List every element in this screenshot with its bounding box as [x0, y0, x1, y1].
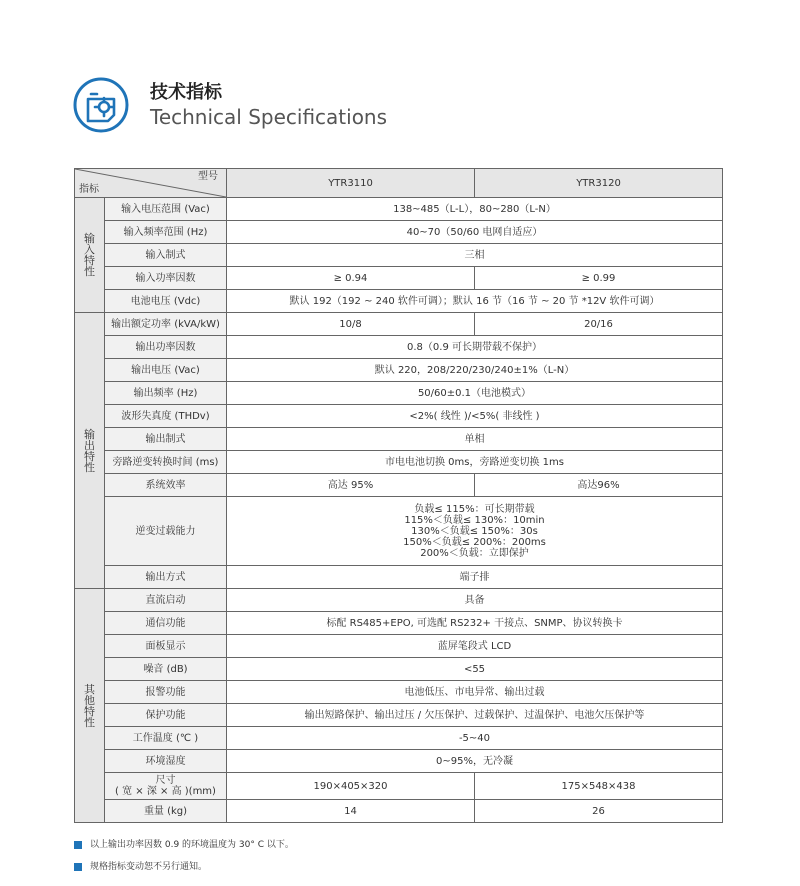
table-row	[75, 405, 723, 428]
row-label: 面板显示	[105, 635, 227, 658]
row-value: 50/60±0.1（电池模式）	[227, 382, 723, 405]
table-row	[75, 727, 723, 750]
row-value: <55	[227, 658, 723, 681]
category-input: 输入特性	[75, 198, 105, 313]
model-header: YTR3120	[475, 169, 723, 198]
row-value: 默认 192（192 ~ 240 软件可调）；默认 16 节（16 节 ~ 20 节 *12V 软件可调）	[227, 290, 723, 313]
overload-values	[227, 497, 723, 566]
row-label: 输入频率范围 (Hz)	[105, 221, 227, 244]
table-row	[75, 474, 723, 497]
row-label: 通信功能	[105, 612, 227, 635]
row-value-model2: 20/16	[475, 313, 723, 336]
table-row	[75, 451, 723, 474]
overload-line: 150%＜负载≤ 200%：200ms	[403, 536, 546, 548]
row-value: 蓝屏笔段式 LCD	[227, 635, 723, 658]
row-label: 输出制式	[105, 428, 227, 451]
row-value: -5~40	[227, 727, 723, 750]
table-row	[75, 428, 723, 451]
table-row	[75, 589, 723, 612]
row-label: 保护功能	[105, 704, 227, 727]
table-row	[75, 382, 723, 405]
overload-line: 200%＜负载：立即保护	[420, 547, 529, 559]
row-label: 输入制式	[105, 244, 227, 267]
corner-label-model: 型号	[198, 171, 218, 182]
footnote-text: 规格指标变动恕不另行通知。	[90, 862, 208, 872]
overload-line: 负载≤ 115%：可长期带载	[414, 503, 535, 515]
page-subtitle: Technical Specifications	[150, 105, 388, 129]
table-row	[75, 704, 723, 727]
settings-gear-icon	[72, 76, 130, 134]
spec-table	[74, 168, 723, 823]
row-value-model1: 190×405×320	[227, 773, 475, 800]
size-label-units: ( 宽 × 深 × 高 )(mm)	[115, 786, 216, 797]
corner-cell	[75, 169, 227, 198]
page-title: 技术指标	[150, 82, 222, 103]
row-value: 市电电池切换 0ms，旁路逆变切换 1ms	[227, 451, 723, 474]
row-value: 端子排	[227, 566, 723, 589]
row-label: 工作温度 (℃ )	[105, 727, 227, 750]
row-label: 输出方式	[105, 566, 227, 589]
table-row	[75, 221, 723, 244]
row-value: 电池低压、市电异常、输出过载	[227, 681, 723, 704]
row-value-model2: ≥ 0.99	[475, 267, 723, 290]
row-value-model1: ≥ 0.94	[227, 267, 475, 290]
row-label: 直流启动	[105, 589, 227, 612]
row-value: 0.8（0.9 可长期带载不保护）	[227, 336, 723, 359]
row-value: 具备	[227, 589, 723, 612]
table-row	[75, 336, 723, 359]
table-row	[75, 198, 723, 221]
row-value-model1: 高达 95%	[227, 474, 475, 497]
row-label: 系统效率	[105, 474, 227, 497]
row-value: 40~70（50/60 电网自适应）	[227, 221, 723, 244]
table-row	[75, 497, 723, 566]
row-label: 噪音 (dB)	[105, 658, 227, 681]
overload-line: 115%＜负载≤ 130%：10min	[404, 514, 545, 526]
row-value: <2%( 线性 )/<5%( 非线性 )	[227, 405, 723, 428]
footnote	[74, 838, 294, 852]
row-label: 输出频率 (Hz)	[105, 382, 227, 405]
row-value: 138~485（L-L），80~280（L-N）	[227, 198, 723, 221]
footnotes	[74, 838, 294, 882]
table-row	[75, 612, 723, 635]
category-other: 其他特性	[75, 589, 105, 823]
table-row	[75, 313, 723, 336]
row-label: 输入功率因数	[105, 267, 227, 290]
row-value-model1: 14	[227, 800, 475, 823]
row-label-size	[105, 773, 227, 800]
footnote-text: 以上输出功率因数 0.9 的环境温度为 30° C 以下。	[90, 840, 294, 850]
size-label: 尺寸	[155, 775, 176, 786]
row-label: 波形失真度 (THDv)	[105, 405, 227, 428]
row-label: 报警功能	[105, 681, 227, 704]
row-value: 默认 220，208/220/230/240±1%（L-N）	[227, 359, 723, 382]
overload-line: 130%＜负载≤ 150%：30s	[411, 525, 538, 537]
row-value: 单相	[227, 428, 723, 451]
row-value: 输出短路保护、输出过压 / 欠压保护、过载保护、过温保护、电池欠压保护等	[227, 704, 723, 727]
table-row	[75, 267, 723, 290]
table-row	[75, 681, 723, 704]
row-label: 输出功率因数	[105, 336, 227, 359]
row-value-model1: 10/8	[227, 313, 475, 336]
table-row	[75, 290, 723, 313]
table-row	[75, 773, 723, 800]
model-header: YTR3110	[227, 169, 475, 198]
row-label: 输入电压范围 (Vac)	[105, 198, 227, 221]
row-label: 旁路逆变转换时间 (ms)	[105, 451, 227, 474]
table-row	[75, 566, 723, 589]
square-bullet-icon	[74, 863, 82, 871]
corner-label-spec: 指标	[79, 184, 99, 195]
row-label: 输出电压 (Vac)	[105, 359, 227, 382]
table-row	[75, 658, 723, 681]
row-label: 环境湿度	[105, 750, 227, 773]
footnote	[74, 860, 294, 874]
table-row	[75, 359, 723, 382]
row-label: 电池电压 (Vdc)	[105, 290, 227, 313]
row-label: 重量 (kg)	[105, 800, 227, 823]
row-value-model2: 高达96%	[475, 474, 723, 497]
row-label: 输出额定功率 (kVA/kW)	[105, 313, 227, 336]
table-row	[75, 750, 723, 773]
table-row	[75, 635, 723, 658]
square-bullet-icon	[74, 841, 82, 849]
table-row	[75, 800, 723, 823]
row-label: 逆变过载能力	[105, 497, 227, 566]
table-row	[75, 244, 723, 267]
category-output: 输出特性	[75, 313, 105, 589]
row-value: 0~95%，无冷凝	[227, 750, 723, 773]
table-header-row	[75, 169, 723, 198]
row-value-model2: 26	[475, 800, 723, 823]
row-value-model2: 175×548×438	[475, 773, 723, 800]
row-value: 三相	[227, 244, 723, 267]
row-value: 标配 RS485+EPO, 可选配 RS232+ 干接点、SNMP、协议转换卡	[227, 612, 723, 635]
